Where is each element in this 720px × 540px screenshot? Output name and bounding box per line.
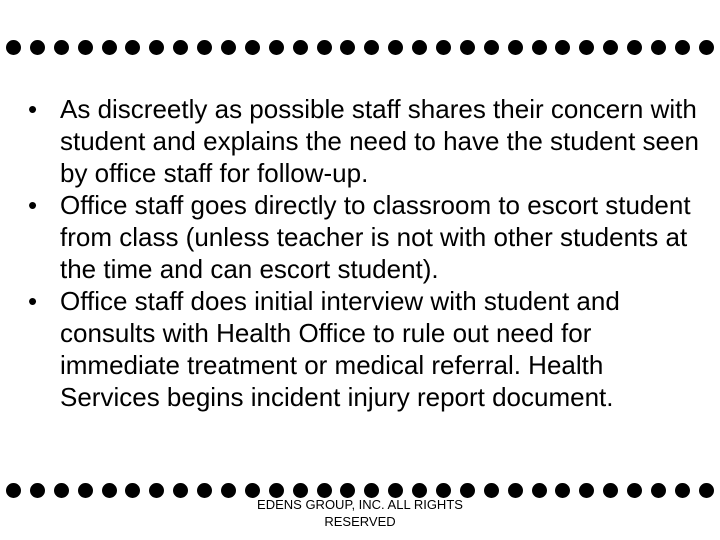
top-dot-divider xyxy=(0,37,720,57)
divider-dot xyxy=(555,483,570,498)
divider-dot xyxy=(460,40,475,55)
divider-dot xyxy=(197,40,212,55)
divider-dot xyxy=(6,483,21,498)
divider-dot xyxy=(436,40,451,55)
divider-dot xyxy=(532,40,547,55)
divider-dot xyxy=(388,40,403,55)
divider-dot xyxy=(675,40,690,55)
divider-dot xyxy=(651,40,666,55)
bullet-marker: • xyxy=(28,94,38,124)
divider-dot xyxy=(699,483,714,498)
divider-dot xyxy=(627,40,642,55)
divider-dot xyxy=(579,40,594,55)
bullet-item xyxy=(28,93,708,189)
divider-dot xyxy=(651,483,666,498)
bullet-text: As discreetly as possible staff shares their concern with student and explains the need to have the student seen by office staff for follow-up. xyxy=(60,94,699,188)
divider-dot xyxy=(54,40,69,55)
divider-dot xyxy=(102,483,117,498)
divider-dot xyxy=(30,40,45,55)
divider-dot xyxy=(78,40,93,55)
divider-dot xyxy=(125,483,140,498)
divider-dot xyxy=(78,483,93,498)
bullet-item xyxy=(28,285,708,413)
divider-dot xyxy=(675,483,690,498)
bullet-marker: • xyxy=(28,286,38,316)
divider-dot xyxy=(125,40,140,55)
divider-dot xyxy=(269,40,284,55)
divider-dot xyxy=(603,40,618,55)
divider-dot xyxy=(149,483,164,498)
divider-dot xyxy=(6,40,21,55)
divider-dot xyxy=(603,483,618,498)
divider-dot xyxy=(699,40,714,55)
divider-dot xyxy=(30,483,45,498)
divider-dot xyxy=(532,483,547,498)
divider-dot xyxy=(102,40,117,55)
divider-dot xyxy=(579,483,594,498)
divider-dot xyxy=(293,40,308,55)
bullet-marker: • xyxy=(28,190,38,220)
divider-dot xyxy=(245,40,260,55)
bullet-text: Office staff goes directly to classroom to escort student from class (unless teacher is not with other students at the time and can escort student). xyxy=(60,190,691,284)
divider-dot xyxy=(173,40,188,55)
divider-dot xyxy=(149,40,164,55)
bullet-item xyxy=(28,189,708,285)
divider-dot xyxy=(508,40,523,55)
divider-dot xyxy=(317,40,332,55)
bullet-list xyxy=(28,93,708,413)
divider-dot xyxy=(555,40,570,55)
slide-body xyxy=(28,93,708,413)
divider-dot xyxy=(54,483,69,498)
copyright-footer: EDENS GROUP, INC. ALL RIGHTS RESERVED xyxy=(257,497,463,529)
divider-dot xyxy=(627,483,642,498)
divider-dot xyxy=(197,483,212,498)
divider-dot xyxy=(340,40,355,55)
divider-dot xyxy=(364,40,379,55)
divider-dot xyxy=(484,483,499,498)
divider-dot xyxy=(173,483,188,498)
divider-dot xyxy=(221,483,236,498)
divider-dot xyxy=(412,40,427,55)
divider-dot xyxy=(484,40,499,55)
bullet-text: Office staff does initial interview with student and consults with Health Office to rule out need for immediate treatment or medical referral. Health Services begins incident injury report document. xyxy=(60,286,620,412)
divider-dot xyxy=(221,40,236,55)
divider-dot xyxy=(508,483,523,498)
